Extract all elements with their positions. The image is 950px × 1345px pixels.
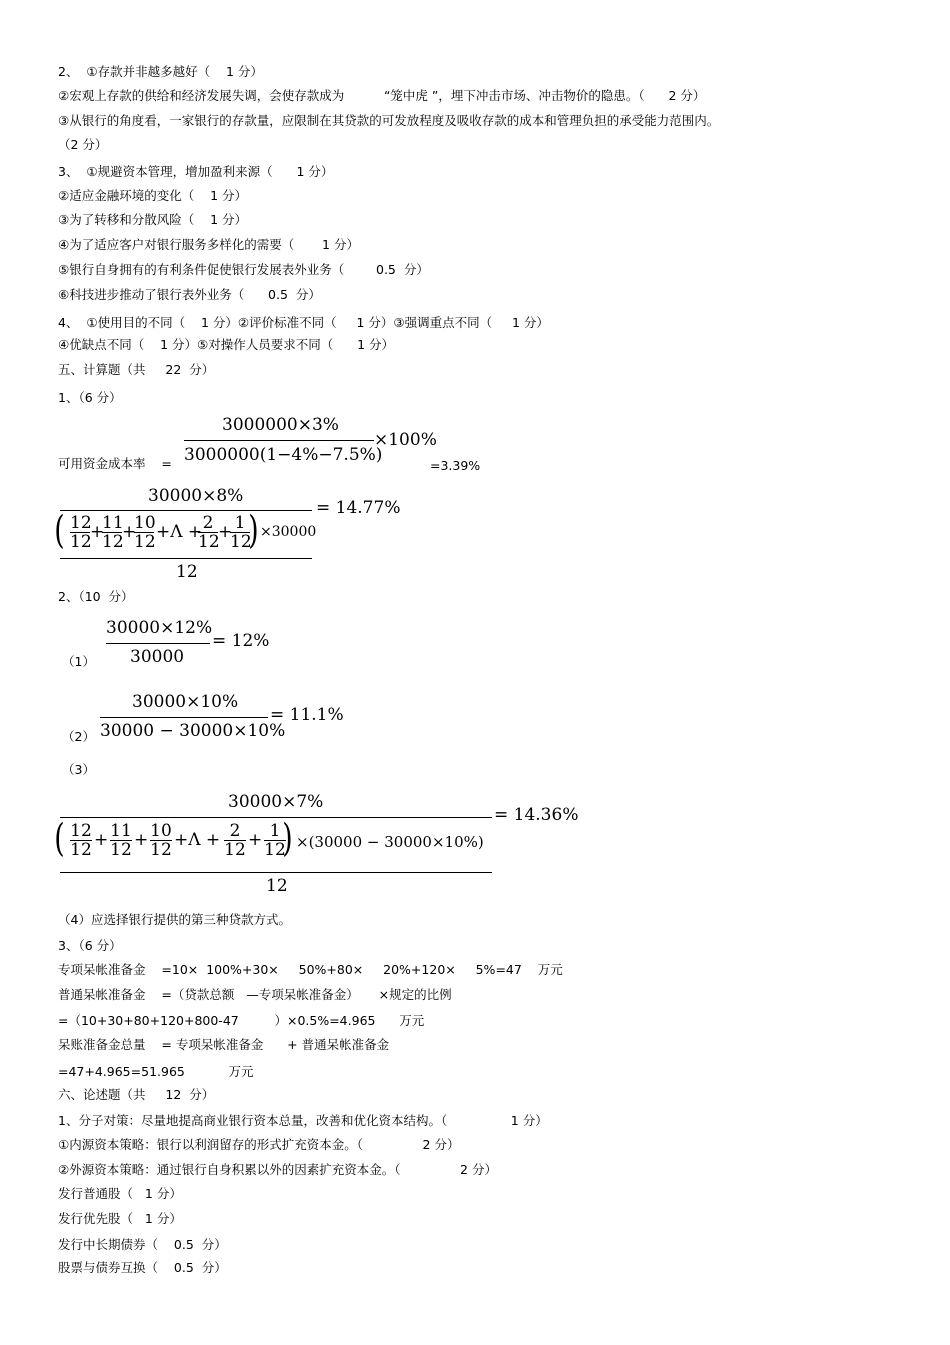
formula-bottom: 12 [176,562,198,582]
part-3-label: （3） [62,762,95,777]
frac-num: 11 [110,821,132,841]
frac-den: 12 [230,532,252,552]
frac-num: 2 [202,513,214,533]
frac-den: 12 [134,532,156,552]
essay-line-4: 发行普通股（ 1 分） [58,1186,182,1201]
frac-num: 2 [229,821,241,841]
formula-multiplier: ×30000 [260,524,317,540]
formula-multiplier: ×(30000 − 30000×10%) [296,833,484,851]
ellipsis-sign: +Λ + [156,522,203,542]
frac-den: 12 [70,532,92,552]
calc-question-1: 1、（6 分） [58,390,122,405]
part-2-label: （2） [62,729,95,744]
formula-numerator: 30000×10% [132,692,239,712]
frac-num: 10 [150,821,172,841]
formula-result: = 11.1% [270,705,344,725]
plus-sign: + [134,830,149,850]
formula-multiplier: ×100% [374,430,437,450]
cost-rate-label: 可用资金成本率 = [58,456,172,471]
plus-sign: + [90,522,105,542]
frac-num: 1 [269,821,281,841]
reserve-line-5: =47+4.965=51.965 万元 [58,1064,254,1079]
frac-num: 12 [70,821,92,841]
plus-sign: + [94,830,109,850]
frac-num: 1 [234,513,246,533]
answer-3-item-5: ⑤银行自身拥有的有利条件促使银行发展表外业务（ 0.5 分） [58,262,429,277]
formula-numerator: 30000×12% [106,618,213,638]
formula-numerator: 30000×7% [228,792,324,812]
plus-sign: + [248,830,263,850]
answer-3-item-1: 3、 ①规避资本管理，增加盈利来源（ 1 分） [58,164,334,179]
reserve-line-2: 普通呆帐准备金 =（贷款总额 —专项呆帐准备金） ×规定的比例 [58,987,452,1002]
frac-den: 12 [198,532,220,552]
plus-sign: + [218,522,233,542]
frac-den: 12 [264,840,286,860]
section-6-heading: 六、论述题（共 12 分） [58,1087,215,1102]
answer-2-item-1: 2、 ①存款并非越多越好（ 1 分） [58,64,263,79]
reserve-line-1: 专项呆帐准备金 =10× 100%+30× 50%+80× 20%+120× 5%=47 万元 [58,962,563,977]
essay-line-6: 发行中长期债券（ 0.5 分） [58,1237,227,1252]
answer-2-item-3: ③从银行的角度看，一家银行的存款量，应限制在其贷款的可发放程度及吸收存款的成本和管理负担的承受能力范围内。 [58,113,720,128]
plus-sign: + [122,522,137,542]
cost-rate-result: =3.39% [430,458,481,473]
reserve-line-4: 呆账准备金总量 = 专项呆帐准备金 + 普通呆帐准备金 [58,1037,390,1052]
formula-numerator: 3000000×3% [222,415,339,435]
calc-question-2: 2、（10 分） [58,589,134,604]
frac-num: 11 [102,513,124,533]
answer-4-line-1: 4、 ①使用目的不同（ 1 分）②评价标准不同（ 1 分）③强调重点不同（ 1 分） [58,315,549,330]
reserve-line-3: =（10+30+80+120+800-47 ）×0.5%=4.965 万元 [58,1013,425,1028]
formula-denominator: 30000 − 30000×10% [100,721,286,741]
formula-part-1 [104,616,304,672]
answer-4-line-2: ④优缺点不同（ 1 分）⑤对操作人员要求不同（ 1 分） [58,337,394,352]
formula-result: = 14.36% [494,805,579,825]
essay-line-5: 发行优先股（ 1 分） [58,1211,182,1226]
answer-2-item-2: ②宏观上存款的供给和经济发展失调，会使存款成为 “笼中虎 ”，埋下冲击市场、冲击物价的隐患。（ 2 分） [58,88,706,103]
frac-den: 12 [110,840,132,860]
formula-cost-rate [180,412,440,472]
answer-3-item-4: ④为了适应客户对银行服务多样化的需要（ 1 分） [58,237,359,252]
frac-num: 10 [134,513,156,533]
part-1-label: （1） [62,654,95,669]
formula-result: = 14.77% [316,498,401,518]
frac-den: 12 [224,840,246,860]
frac-den: 12 [102,532,124,552]
frac-num: 12 [70,513,92,533]
frac-den: 12 [70,840,92,860]
answer-3-item-3: ③为了转移和分散风险（ 1 分） [58,212,248,227]
essay-line-1: 1、分子对策：尽量地提高商业银行资本总量，改善和优化资本结构。（ 1 分） [58,1113,548,1128]
essay-line-7: 股票与债券互换（ 0.5 分） [58,1260,227,1275]
essay-line-2: ①内源资本策略：银行以利润留存的形式扩充资本金。（ 2 分） [58,1137,460,1152]
formula-bottom: 12 [266,876,288,896]
part-4-conclusion: （4）应选择银行提供的第三种贷款方式。 [58,912,291,927]
calc-question-3: 3、（6 分） [58,938,122,953]
essay-line-3: ②外源资本策略：通过银行自身积累以外的因素扩充资本金。（ 2 分） [58,1162,497,1177]
ellipsis-sign: +Λ + [174,830,221,850]
formula-denominator: 3000000(1−4%−7.5%) [184,445,383,465]
formula-part-2 [98,690,358,746]
answer-2-item-3-score: （2 分） [58,137,108,152]
formula-denominator: 30000 [130,647,185,667]
frac-den: 12 [150,840,172,860]
formula-effective-rate-a: 30000×8% = 14.77% ( $\frac{12}{12}$ + $\frac{11}{12}$ + $\frac{10}{12}$ +Λ + $\frac{2}{12}$ + $\frac{1}{12}$ ) ×30000 12 [54,486,401,582]
formula-numerator: 30000×8% [148,486,244,506]
answer-3-item-2: ②适应金融环境的变化（ 1 分） [58,188,248,203]
formula-result: = 12% [212,631,270,651]
answer-3-item-6: ⑥科技进步推动了银行表外业务（ 0.5 分） [58,287,321,302]
section-5-heading: 五、计算题（共 22 分） [58,362,215,377]
formula-part-3: 30000×7% = 14.36% ( $\frac{12}{12}$ + $\frac{11}{12}$ + $\frac{10}{12}$ +Λ + $\frac{2}{12}$ + $\frac{1}{12}$ ) ×(30000 − 30000×10%) 12 [54,792,579,896]
